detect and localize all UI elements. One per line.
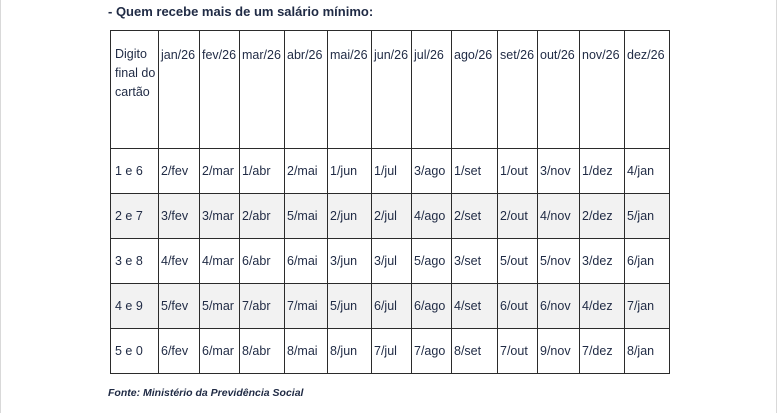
date-cell: 6/mar [200, 329, 240, 374]
date-cell: 3/ago [412, 149, 452, 194]
digit-cell: 3 e 8 [111, 239, 159, 284]
date-cell: 2/out [498, 194, 538, 239]
date-cell: 1/out [498, 149, 538, 194]
section-heading: - Quem recebe mais de um salário mínimo: [108, 4, 374, 19]
date-cell: 3/nov [538, 149, 580, 194]
table-body [111, 149, 670, 374]
digit-cell: 2 e 7 [111, 194, 159, 239]
column-header-month: nov/26 [580, 31, 625, 149]
date-cell: 1/jun [328, 149, 372, 194]
column-header-month: mai/26 [328, 31, 372, 149]
digit-cell: 4 e 9 [111, 284, 159, 329]
date-cell: 3/dez [580, 239, 625, 284]
column-header-month: ago/26 [452, 31, 498, 149]
date-cell: 6/abr [240, 239, 285, 284]
date-cell: 4/dez [580, 284, 625, 329]
date-cell: 1/abr [240, 149, 285, 194]
column-header-digit: Digito final do cartão [111, 31, 159, 149]
date-cell: 5/out [498, 239, 538, 284]
column-header-month: mar/26 [240, 31, 285, 149]
column-header-month: jan/26 [159, 31, 200, 149]
page-edge-left [0, 0, 1, 413]
date-cell: 6/jan [625, 239, 670, 284]
date-cell: 2/fev [159, 149, 200, 194]
date-cell: 5/jun [328, 284, 372, 329]
source-footnote: Fonte: Ministério da Previdência Social [108, 387, 304, 399]
column-header-month: out/26 [538, 31, 580, 149]
date-cell: 3/set [452, 239, 498, 284]
date-cell: 5/mai [285, 194, 328, 239]
date-cell: 4/nov [538, 194, 580, 239]
date-cell: 1/set [452, 149, 498, 194]
date-cell: 8/jan [625, 329, 670, 374]
date-cell: 7/jan [625, 284, 670, 329]
date-cell: 7/out [498, 329, 538, 374]
date-cell: 8/abr [240, 329, 285, 374]
date-cell: 5/nov [538, 239, 580, 284]
date-cell: 6/jul [372, 284, 412, 329]
date-cell: 3/jun [328, 239, 372, 284]
date-cell: 7/ago [412, 329, 452, 374]
date-cell: 4/set [452, 284, 498, 329]
date-cell: 7/jul [372, 329, 412, 374]
column-header-month: abr/26 [285, 31, 328, 149]
date-cell: 4/mar [200, 239, 240, 284]
date-cell: 4/fev [159, 239, 200, 284]
table-header-row [111, 31, 670, 149]
column-header-month: set/26 [498, 31, 538, 149]
date-cell: 8/mai [285, 329, 328, 374]
date-cell: 3/fev [159, 194, 200, 239]
column-header-month: dez/26 [625, 31, 670, 149]
table-row [111, 239, 670, 284]
date-cell: 1/dez [580, 149, 625, 194]
date-cell: 5/mar [200, 284, 240, 329]
digit-cell: 5 e 0 [111, 329, 159, 374]
date-cell: 2/dez [580, 194, 625, 239]
table-row [111, 149, 670, 194]
date-cell: 8/jun [328, 329, 372, 374]
date-cell: 2/jul [372, 194, 412, 239]
date-cell: 6/out [498, 284, 538, 329]
date-cell: 6/ago [412, 284, 452, 329]
date-cell: 6/nov [538, 284, 580, 329]
column-header-month: jun/26 [372, 31, 412, 149]
date-cell: 7/mai [285, 284, 328, 329]
date-cell: 2/set [452, 194, 498, 239]
date-cell: 3/jul [372, 239, 412, 284]
date-cell: 8/set [452, 329, 498, 374]
date-cell: 6/fev [159, 329, 200, 374]
date-cell: 9/nov [538, 329, 580, 374]
date-cell: 2/mai [285, 149, 328, 194]
date-cell: 4/ago [412, 194, 452, 239]
date-cell: 1/jul [372, 149, 412, 194]
column-header-month: jul/26 [412, 31, 452, 149]
digit-cell: 1 e 6 [111, 149, 159, 194]
date-cell: 5/ago [412, 239, 452, 284]
date-cell: 7/dez [580, 329, 625, 374]
date-cell: 2/mar [200, 149, 240, 194]
date-cell: 5/fev [159, 284, 200, 329]
date-cell: 3/mar [200, 194, 240, 239]
date-cell: 2/abr [240, 194, 285, 239]
date-cell: 2/jun [328, 194, 372, 239]
date-cell: 6/mai [285, 239, 328, 284]
payment-schedule-table [110, 30, 670, 374]
date-cell: 5/jan [625, 194, 670, 239]
table-row [111, 194, 670, 239]
date-cell: 7/abr [240, 284, 285, 329]
column-header-month: fev/26 [200, 31, 240, 149]
date-cell: 4/jan [625, 149, 670, 194]
table-row [111, 284, 670, 329]
table-row [111, 329, 670, 374]
